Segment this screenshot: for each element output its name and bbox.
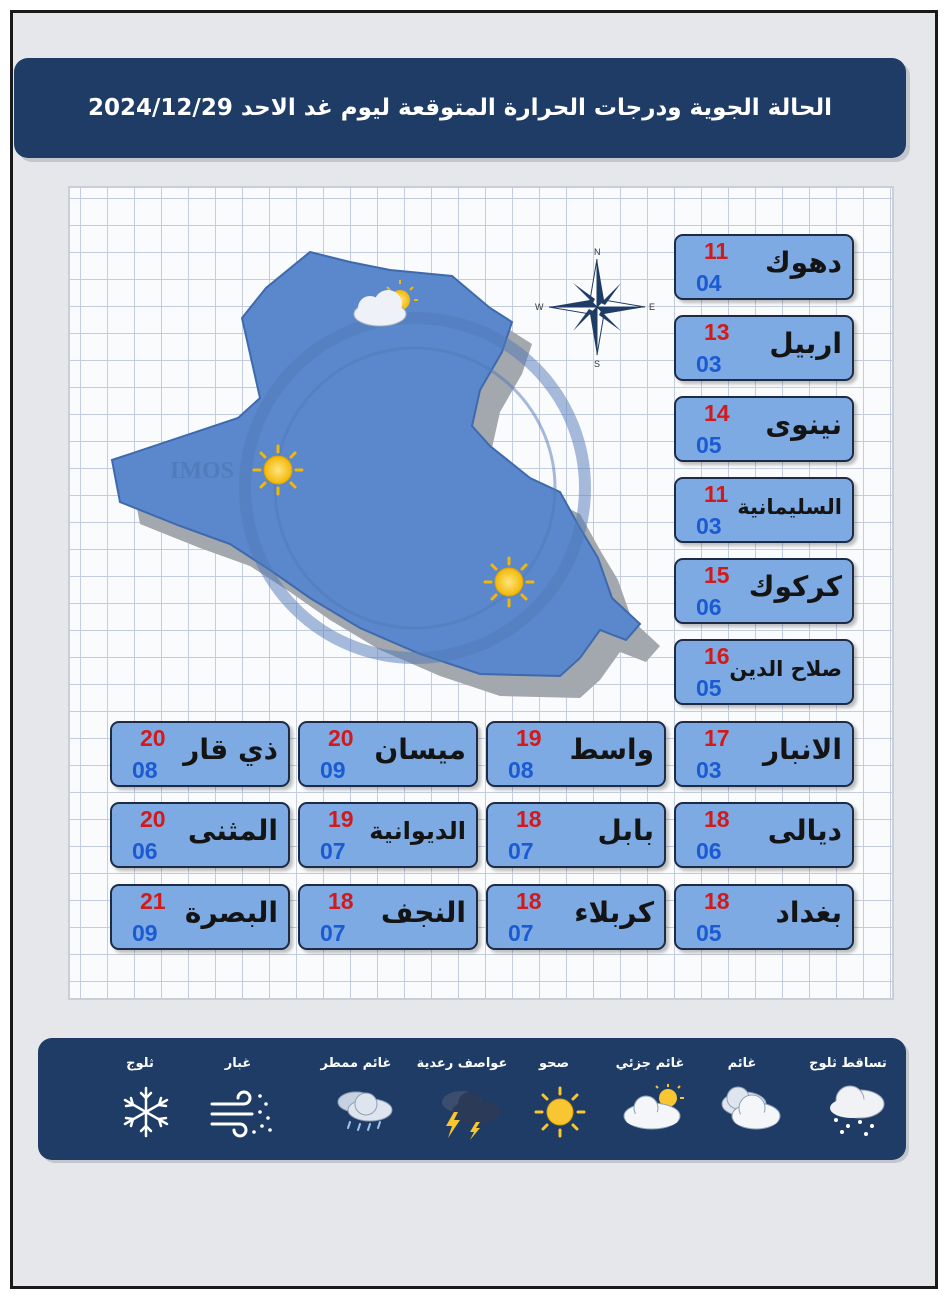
max-temp: 18 xyxy=(328,888,354,914)
legend-label: غائم ممطر xyxy=(320,1056,392,1071)
sunny-icon xyxy=(485,558,533,606)
city-name: اربيل xyxy=(769,327,842,360)
city-name: البصرة xyxy=(184,896,278,929)
legend-label: عواصف رعدية xyxy=(416,1056,508,1071)
city-name: صلاح الدين xyxy=(729,657,842,681)
max-temp: 13 xyxy=(704,319,730,345)
legend-item-cloudy xyxy=(694,1038,790,1160)
snowflake-icon xyxy=(110,1082,182,1142)
min-temp: 07 xyxy=(320,920,346,946)
city-card-anbar xyxy=(674,721,854,787)
city-card-dhiqar xyxy=(110,721,290,787)
legend-item-partly-cloudy xyxy=(602,1038,698,1160)
partly-cloudy-icon xyxy=(620,1082,692,1142)
max-temp: 11 xyxy=(704,481,729,507)
city-card-sulaymaniyah xyxy=(674,477,854,543)
city-card-dohuk xyxy=(674,234,854,300)
compass-n: N xyxy=(594,247,601,257)
weather-legend xyxy=(38,1038,906,1160)
city-name: كربلاء xyxy=(574,896,654,929)
max-temp: 17 xyxy=(704,725,730,751)
max-temp: 15 xyxy=(704,562,730,588)
max-temp: 21 xyxy=(140,888,166,914)
city-name: بابل xyxy=(597,814,654,847)
max-temp: 18 xyxy=(516,806,542,832)
legend-label: ثلوج xyxy=(126,1056,154,1071)
legend-item-dust xyxy=(190,1038,286,1160)
rainy-cloud-icon xyxy=(326,1082,398,1142)
city-name: السليمانية xyxy=(737,495,842,519)
min-temp: 08 xyxy=(508,757,534,783)
max-temp: 18 xyxy=(704,806,730,832)
compass-e: E xyxy=(649,302,656,312)
min-temp: 06 xyxy=(696,838,722,864)
legend-label: غبار xyxy=(224,1056,252,1071)
min-temp: 03 xyxy=(696,757,722,783)
min-temp: 03 xyxy=(696,513,722,539)
city-card-wasit xyxy=(486,721,666,787)
city-card-babil xyxy=(486,802,666,868)
city-card-najaf xyxy=(298,884,478,950)
city-name: ميسان xyxy=(374,733,466,766)
city-name: واسط xyxy=(569,733,654,766)
min-temp: 06 xyxy=(132,838,158,864)
max-temp: 18 xyxy=(516,888,542,914)
max-temp: 20 xyxy=(328,725,354,751)
min-temp: 05 xyxy=(696,432,722,458)
compass-w: W xyxy=(535,302,544,312)
min-temp: 04 xyxy=(696,270,722,296)
city-name: الانبار xyxy=(762,733,842,766)
max-temp: 19 xyxy=(328,806,354,832)
city-name: النجف xyxy=(380,896,466,929)
city-name: نينوى xyxy=(765,408,842,441)
city-name: بغداد xyxy=(775,896,842,929)
min-temp: 05 xyxy=(696,675,722,701)
min-temp: 06 xyxy=(696,594,722,620)
city-card-maysan xyxy=(298,721,478,787)
sunny-icon xyxy=(524,1082,596,1142)
city-card-diyala xyxy=(674,802,854,868)
city-name: كركوك xyxy=(748,570,842,603)
legend-label: تساقط ثلوج xyxy=(809,1056,887,1071)
city-card-baghdad xyxy=(674,884,854,950)
compass-s: S xyxy=(594,359,601,369)
title-banner xyxy=(14,58,906,158)
city-name: ذي قار xyxy=(183,733,278,766)
min-temp: 05 xyxy=(696,920,722,946)
max-temp: 11 xyxy=(704,238,729,264)
legend-item-thunderstorm xyxy=(414,1038,510,1160)
min-temp: 09 xyxy=(320,757,346,783)
min-temp: 07 xyxy=(508,920,534,946)
city-name: دهوك xyxy=(765,246,842,279)
legend-label: غائم جزئي xyxy=(615,1056,685,1071)
city-name: الديوانية xyxy=(369,817,466,845)
legend-item-snowfall xyxy=(800,1038,896,1160)
watermark-text: IMOS xyxy=(170,458,235,484)
max-temp: 18 xyxy=(704,888,730,914)
min-temp: 08 xyxy=(132,757,158,783)
city-card-nineveh xyxy=(674,396,854,462)
legend-item-snow xyxy=(92,1038,188,1160)
legend-label: غائم xyxy=(727,1056,757,1071)
legend-item-sunny xyxy=(506,1038,602,1160)
max-temp: 20 xyxy=(140,806,166,832)
max-temp: 20 xyxy=(140,725,166,751)
min-temp: 07 xyxy=(320,838,346,864)
city-card-diwaniyah xyxy=(298,802,478,868)
max-temp: 19 xyxy=(516,725,542,751)
thunderstorm-icon xyxy=(432,1082,504,1142)
city-name: المثنى xyxy=(187,814,278,847)
city-card-karbala xyxy=(486,884,666,950)
page-title: الحالة الجوية ودرجات الحرارة المتوقعة ليوم غد الاحد 2024/12/29 xyxy=(88,95,832,121)
max-temp: 16 xyxy=(704,643,730,669)
max-temp: 14 xyxy=(704,400,730,426)
legend-item-rainy xyxy=(308,1038,404,1160)
city-card-muthanna xyxy=(110,802,290,868)
sunny-icon xyxy=(254,446,302,494)
city-card-salahaddin xyxy=(674,639,854,705)
min-temp: 07 xyxy=(508,838,534,864)
city-name: ديالى xyxy=(767,814,842,847)
snowfall-icon xyxy=(818,1082,890,1142)
dust-icon xyxy=(208,1082,280,1142)
city-card-basra xyxy=(110,884,290,950)
min-temp: 09 xyxy=(132,920,158,946)
legend-label: صحو xyxy=(538,1056,570,1071)
cloudy-icon xyxy=(712,1082,784,1142)
min-temp: 03 xyxy=(696,351,722,377)
city-card-erbil xyxy=(674,315,854,381)
city-card-kirkuk xyxy=(674,558,854,624)
compass-rose-icon xyxy=(535,247,655,369)
